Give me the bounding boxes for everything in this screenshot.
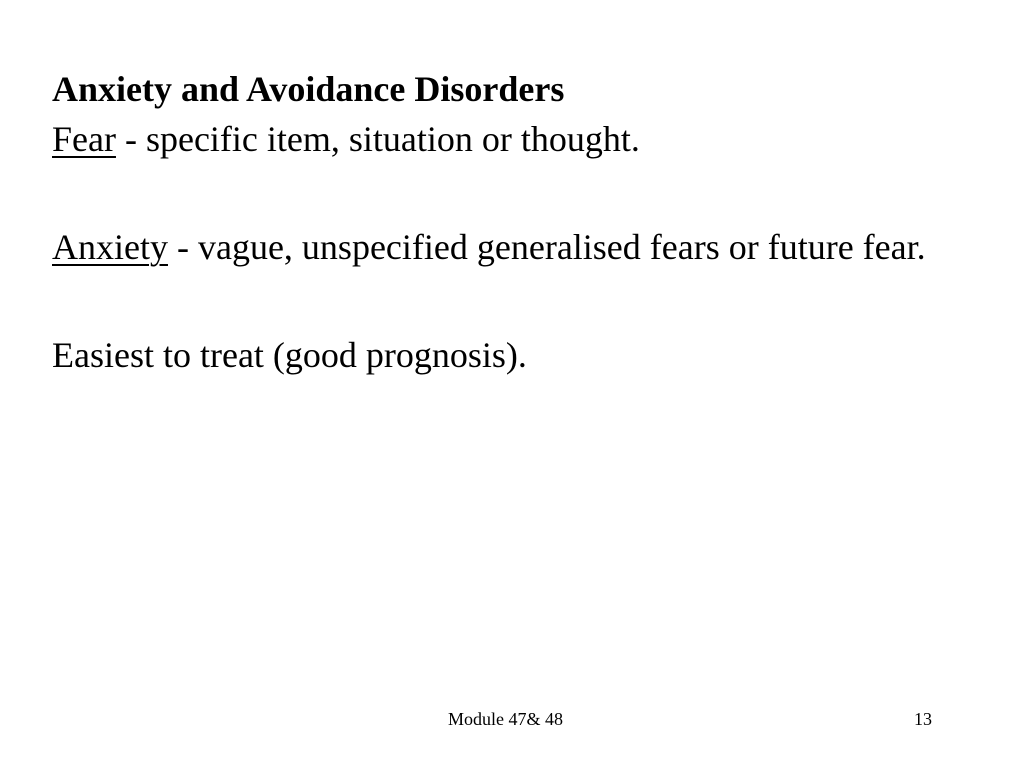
anxiety-term: Anxiety — [52, 227, 168, 267]
page-number: 13 — [914, 709, 932, 729]
slide-body — [52, 66, 992, 382]
slide-title: Anxiety and Avoidance Disorders — [52, 69, 565, 109]
prognosis-note: Easiest to treat (good prognosis). — [52, 335, 527, 375]
footer-module-label: Module 47& 48 — [448, 709, 563, 729]
fear-term: Fear — [52, 119, 116, 159]
fear-definition — [52, 112, 992, 166]
anxiety-definition-text: - vague, unspecified generalised fears or future fear. — [167, 227, 926, 267]
spacer — [52, 274, 992, 328]
anxiety-definition — [52, 220, 992, 274]
spacer — [52, 166, 992, 220]
fear-definition-text: - specific item, situation or thought. — [115, 119, 640, 159]
